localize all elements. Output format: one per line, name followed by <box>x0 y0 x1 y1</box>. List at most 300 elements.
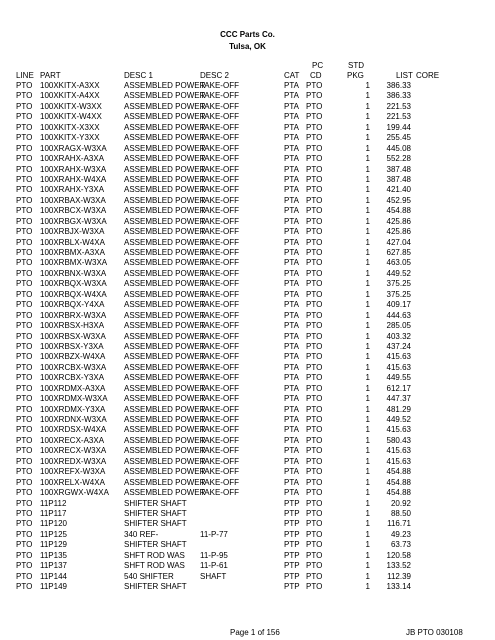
pc-cell: PTO <box>306 154 323 164</box>
line-cell: PTO <box>16 195 33 205</box>
line-cell: PTO <box>16 415 33 424</box>
line-cell: PTO <box>16 571 33 581</box>
part-cell: 100XRAHX-Y3XA <box>40 185 105 195</box>
desc1-cell: ASSEMBLED POWER <box>124 185 206 195</box>
cat-cell: PTP <box>284 561 300 571</box>
desc2-cell: TAKE-OFF <box>200 352 239 362</box>
desc2-cell: TAKE-OFF <box>200 394 239 404</box>
pc-cell: PTO <box>306 550 323 560</box>
list-cell: 425.86 <box>386 216 411 226</box>
part-cell: 100XRBJX-W3XA <box>40 227 105 237</box>
list-cell: 255.45 <box>386 133 411 143</box>
table-row <box>0 227 495 237</box>
cat-cell: PTA <box>284 383 299 393</box>
part-cell: 11P149 <box>40 582 67 591</box>
table-row <box>0 352 495 362</box>
desc1-cell: ASSEMBLED POWER <box>124 477 206 487</box>
cat-cell: PTA <box>284 331 299 341</box>
pc-cell: PTO <box>306 321 323 331</box>
cat-cell: PTA <box>284 394 299 404</box>
line-cell: PTO <box>16 446 33 456</box>
std-cell: 1 <box>365 561 370 571</box>
line-cell: PTO <box>16 373 33 383</box>
part-cell: 100XKITX-W3XX <box>40 101 102 111</box>
cat-cell: PTA <box>284 248 299 257</box>
desc1-cell: ASSEMBLED POWER <box>124 467 206 477</box>
list-cell: 552.28 <box>386 154 411 164</box>
line-cell: PTO <box>16 341 33 351</box>
part-cell: 100XRBSX-W3XA <box>40 331 106 341</box>
pc-cell: PTO <box>306 383 323 393</box>
part-cell: 100XREFX-W3XA <box>40 467 106 477</box>
pc-cell: PTO <box>306 122 323 132</box>
list-cell: 427.04 <box>386 237 411 247</box>
part-cell: 100XRECX-W3XA <box>40 446 107 456</box>
pc-cell: PTO <box>306 81 323 90</box>
pc-cell: PTO <box>306 477 323 487</box>
part-cell: 100XRDMX-A3XA <box>40 383 106 393</box>
pc-cell: PTO <box>306 300 323 310</box>
std-cell: 1 <box>365 362 370 372</box>
line-cell: PTO <box>16 383 33 393</box>
list-cell: 387.48 <box>386 174 411 184</box>
pc-cell: PTO <box>306 561 323 571</box>
table-row <box>0 300 495 310</box>
cat-cell: PTP <box>284 582 300 591</box>
cat-cell: PTA <box>284 216 299 226</box>
desc2-cell: TAKE-OFF <box>200 331 239 341</box>
pc-cell: PTO <box>306 268 323 278</box>
line-cell: PTO <box>16 101 33 111</box>
table-row <box>0 206 495 216</box>
part-cell: 100XKITX-A3XX <box>40 81 100 90</box>
cat-cell: PTA <box>284 477 299 487</box>
desc1-cell: ASSEMBLED POWER <box>124 310 206 320</box>
cat-cell: PTA <box>284 456 299 466</box>
desc1-cell: ASSEMBLED POWER <box>124 352 206 362</box>
table-row <box>0 530 495 540</box>
std-cell: 1 <box>365 91 370 101</box>
desc1-cell: ASSEMBLED POWER <box>124 279 206 289</box>
document-ref: JB PTO 030108 <box>406 628 463 637</box>
line-cell: PTO <box>16 227 33 237</box>
desc1-cell: SHIFTER SHAFT <box>124 498 187 508</box>
table-row <box>0 154 495 164</box>
desc1-cell: 540 SHIFTER <box>124 571 174 581</box>
desc1-cell: ASSEMBLED POWER <box>124 404 206 414</box>
line-cell: PTO <box>16 258 33 268</box>
table-row <box>0 91 495 101</box>
std-cell: 1 <box>365 101 370 111</box>
cat-cell: PTA <box>284 154 299 164</box>
cat-cell: PTP <box>284 498 300 508</box>
desc1-cell: ASSEMBLED POWER <box>124 362 206 372</box>
pc-cell: PTO <box>306 519 323 529</box>
desc1-cell: ASSEMBLED POWER <box>124 300 206 310</box>
std-cell: 1 <box>365 373 370 383</box>
table-row <box>0 165 495 175</box>
pc-cell: PTO <box>306 133 323 143</box>
desc2-cell: TAKE-OFF <box>200 467 239 477</box>
part-cell: 100XRDMX-Y3XA <box>40 404 106 414</box>
list-cell: 415.63 <box>386 362 411 372</box>
table-row <box>0 279 495 289</box>
line-cell: PTO <box>16 133 33 143</box>
std-cell: 1 <box>365 582 370 591</box>
cat-cell: PTA <box>284 206 299 216</box>
part-cell: 100XRBLX-W4XA <box>40 237 105 247</box>
desc2-cell: TAKE-OFF <box>200 488 239 498</box>
part-cell: 100XRAHX-A3XA <box>40 154 105 164</box>
std-cell: 1 <box>365 519 370 529</box>
desc2-cell: TAKE-OFF <box>200 195 239 205</box>
list-cell: 449.55 <box>386 373 411 383</box>
part-cell: 100XRBZX-W4XA <box>40 352 106 362</box>
desc1-cell: ASSEMBLED POWER <box>124 195 206 205</box>
list-cell: 88.50 <box>390 508 411 518</box>
part-cell: 100XRELX-W4XA <box>40 477 105 487</box>
pc-cell: PTO <box>306 508 323 518</box>
part-cell: 100XRBNX-W3XA <box>40 268 107 278</box>
list-cell: 449.52 <box>386 268 411 278</box>
desc1-cell: ASSEMBLED POWER <box>124 394 206 404</box>
line-cell: PTO <box>16 550 33 560</box>
desc2-cell: TAKE-OFF <box>200 289 239 299</box>
pc-cell: PTO <box>306 310 323 320</box>
table-row <box>0 373 495 383</box>
part-cell: 100XRAHX-W3XA <box>40 164 107 174</box>
pc-cell: PTO <box>306 331 323 341</box>
line-cell: PTO <box>16 164 33 174</box>
pc-cell: PTO <box>306 91 323 101</box>
pc-cell: PTO <box>306 352 323 362</box>
std-cell: 1 <box>365 154 370 164</box>
desc2-cell: TAKE-OFF <box>200 101 239 111</box>
line-cell: PTO <box>16 112 33 122</box>
std-cell: 1 <box>365 508 370 518</box>
pc-cell: PTO <box>306 582 323 591</box>
list-cell: 447.37 <box>386 394 411 404</box>
line-cell: PTO <box>16 498 33 508</box>
desc2-cell: TAKE-OFF <box>200 383 239 393</box>
part-cell: 100XRBSX-H3XA <box>40 321 105 331</box>
list-cell: 454.88 <box>386 488 411 498</box>
part-cell: 11P112 <box>40 498 67 508</box>
pc-cell: PTO <box>306 498 323 508</box>
list-cell: 580.43 <box>386 435 411 445</box>
table-row <box>0 384 495 394</box>
desc1-cell: ASSEMBLED POWER <box>124 258 206 268</box>
desc1-cell: ASSEMBLED POWER <box>124 383 206 393</box>
desc2-cell: TAKE-OFF <box>200 206 239 216</box>
line-cell: PTO <box>16 289 33 299</box>
list-cell: 221.53 <box>386 112 411 122</box>
line-cell: PTO <box>16 279 33 289</box>
std-cell: 1 <box>365 258 370 268</box>
table-row <box>0 540 495 550</box>
part-cell: 11P135 <box>40 550 67 560</box>
pc-cell: PTO <box>306 279 323 289</box>
line-cell: PTO <box>16 174 33 184</box>
line-cell: PTO <box>16 519 33 529</box>
pc-cell: PTO <box>306 101 323 111</box>
table-row <box>0 582 495 592</box>
list-cell: 133.52 <box>386 561 411 571</box>
line-cell: PTO <box>16 404 33 414</box>
table-row <box>0 342 495 352</box>
list-cell: 481.29 <box>386 404 411 414</box>
std-cell: 1 <box>365 435 370 445</box>
list-cell: 133.14 <box>386 582 411 591</box>
cat-cell: PTA <box>284 352 299 362</box>
desc1-cell: ASSEMBLED POWER <box>124 143 206 153</box>
part-cell: 100XKITX-Y3XX <box>40 133 100 143</box>
line-cell: PTO <box>16 321 33 331</box>
table-row <box>0 196 495 206</box>
cat-cell: PTA <box>284 185 299 195</box>
desc2-cell: TAKE-OFF <box>200 300 239 310</box>
list-cell: 116.71 <box>387 519 411 529</box>
desc2-cell: TAKE-OFF <box>200 216 239 226</box>
line-cell: PTO <box>16 310 33 320</box>
line-cell: PTO <box>16 154 33 164</box>
table-row <box>0 269 495 279</box>
std-cell: 1 <box>365 404 370 414</box>
pc-cell: PTO <box>306 540 323 550</box>
cat-cell: PTA <box>284 341 299 351</box>
table-row <box>0 415 495 425</box>
line-cell: PTO <box>16 268 33 278</box>
std-cell: 1 <box>365 456 370 466</box>
pc-cell: PTO <box>306 529 323 539</box>
std-cell: 1 <box>365 164 370 174</box>
std-cell: 1 <box>365 446 370 456</box>
std-cell: 1 <box>365 81 370 90</box>
table-row <box>0 551 495 561</box>
std-cell: 1 <box>365 289 370 299</box>
pc-cell: PTO <box>306 404 323 414</box>
cat-cell: PTA <box>284 404 299 414</box>
cat-cell: PTA <box>284 446 299 456</box>
std-cell: 1 <box>365 216 370 226</box>
desc2-cell: TAKE-OFF <box>200 122 239 132</box>
table-row <box>0 102 495 112</box>
desc1-cell: ASSEMBLED POWER <box>124 321 206 331</box>
std-cell: 1 <box>365 268 370 278</box>
std-cell: 1 <box>365 477 370 487</box>
std-cell: 1 <box>365 206 370 216</box>
table-row <box>0 488 495 498</box>
std-cell: 1 <box>365 248 370 257</box>
desc2-cell: TAKE-OFF <box>200 154 239 164</box>
cat-cell: PTA <box>284 91 299 101</box>
table-row <box>0 405 495 415</box>
pc-cell: PTO <box>306 206 323 216</box>
col-part: PART <box>40 71 61 80</box>
cat-cell: PTA <box>284 279 299 289</box>
line-cell: PTO <box>16 488 33 498</box>
pc-cell: PTO <box>306 373 323 383</box>
pc-cell: PTO <box>306 237 323 247</box>
cat-cell: PTA <box>284 289 299 299</box>
table-row <box>0 238 495 248</box>
list-cell: 415.63 <box>386 425 411 435</box>
std-cell: 1 <box>365 529 370 539</box>
col-std-bottom: PKG <box>347 71 364 80</box>
std-cell: 1 <box>365 488 370 498</box>
list-cell: 449.52 <box>386 415 411 424</box>
desc1-cell: ASSEMBLED POWER <box>124 341 206 351</box>
table-row <box>0 258 495 268</box>
std-cell: 1 <box>365 571 370 581</box>
col-line: LINE <box>16 71 34 80</box>
cat-cell: PTA <box>284 133 299 143</box>
col-desc2: DESC 2 <box>200 71 229 80</box>
desc1-cell: ASSEMBLED POWER <box>124 174 206 184</box>
part-cell: 100XRCBX-Y3XA <box>40 373 105 383</box>
pc-cell: PTO <box>306 248 323 257</box>
pc-cell: PTO <box>306 456 323 466</box>
cat-cell: PTA <box>284 268 299 278</box>
list-cell: 20.92 <box>390 498 411 508</box>
cat-cell: PTA <box>284 227 299 237</box>
col-list: LIST <box>396 71 413 80</box>
std-cell: 1 <box>365 174 370 184</box>
line-cell: PTO <box>16 237 33 247</box>
desc2-cell: TAKE-OFF <box>200 477 239 487</box>
std-cell: 1 <box>365 143 370 153</box>
desc2-cell: TAKE-OFF <box>200 373 239 383</box>
desc2-cell: TAKE-OFF <box>200 310 239 320</box>
table-row <box>0 509 495 519</box>
line-cell: PTO <box>16 394 33 404</box>
desc2-cell: TAKE-OFF <box>200 456 239 466</box>
line-cell: PTO <box>16 300 33 310</box>
desc1-cell: ASSEMBLED POWER <box>124 81 206 90</box>
line-cell: PTO <box>16 122 33 132</box>
cat-cell: PTA <box>284 362 299 372</box>
col-cat: CAT <box>284 71 300 80</box>
cat-cell: PTP <box>284 508 300 518</box>
desc2-cell: TAKE-OFF <box>200 164 239 174</box>
desc1-cell: ASSEMBLED POWER <box>124 164 206 174</box>
table-row <box>0 332 495 342</box>
cat-cell: PTA <box>284 415 299 424</box>
parts-table <box>0 81 495 592</box>
list-cell: 120.58 <box>386 550 411 560</box>
part-cell: 100XRBQX-W4XA <box>40 289 107 299</box>
table-row <box>0 425 495 435</box>
list-cell: 452.95 <box>386 195 411 205</box>
list-cell: 415.63 <box>386 446 411 456</box>
list-cell: 454.88 <box>386 467 411 477</box>
line-cell: PTO <box>16 216 33 226</box>
std-cell: 1 <box>365 331 370 341</box>
table-row <box>0 144 495 154</box>
desc2-cell: TAKE-OFF <box>200 446 239 456</box>
list-cell: 415.63 <box>386 456 411 466</box>
desc1-cell: ASSEMBLED POWER <box>124 435 206 445</box>
part-cell: 100XRBMX-A3XA <box>40 248 105 257</box>
line-cell: PTO <box>16 248 33 257</box>
desc1-cell: ASSEMBLED POWER <box>124 425 206 435</box>
pc-cell: PTO <box>306 112 323 122</box>
std-cell: 1 <box>365 498 370 508</box>
pc-cell: PTO <box>306 164 323 174</box>
list-cell: 63.73 <box>390 540 411 550</box>
line-cell: PTO <box>16 456 33 466</box>
cat-cell: PTA <box>284 143 299 153</box>
desc1-cell: ASSEMBLED POWER <box>124 101 206 111</box>
desc2-cell: TAKE-OFF <box>200 435 239 445</box>
desc2-cell: TAKE-OFF <box>200 415 239 424</box>
col-pc-bottom: CD <box>310 71 322 80</box>
line-cell: PTO <box>16 331 33 341</box>
part-cell: 100XRAHX-W4XA <box>40 174 107 184</box>
pc-cell: PTO <box>306 394 323 404</box>
std-cell: 1 <box>365 383 370 393</box>
line-cell: PTO <box>16 362 33 372</box>
desc1-cell: ASSEMBLED POWER <box>124 122 206 132</box>
table-row <box>0 248 495 258</box>
std-cell: 1 <box>365 415 370 424</box>
list-cell: 454.88 <box>386 477 411 487</box>
part-cell: 100XKITX-A4XX <box>40 91 100 101</box>
std-cell: 1 <box>365 279 370 289</box>
part-cell: 100XRBGX-W3XA <box>40 216 107 226</box>
part-cell: 100XRBMX-W3XA <box>40 258 108 268</box>
pc-cell: PTO <box>306 415 323 424</box>
std-cell: 1 <box>365 550 370 560</box>
desc1-cell: ASSEMBLED POWER <box>124 373 206 383</box>
part-cell: 11P125 <box>40 529 67 539</box>
std-cell: 1 <box>365 467 370 477</box>
std-cell: 1 <box>365 425 370 435</box>
desc2-cell: TAKE-OFF <box>200 227 239 237</box>
table-row <box>0 436 495 446</box>
pc-cell: PTO <box>306 446 323 456</box>
desc2-cell: 11-P-61 <box>200 561 228 571</box>
desc1-cell: ASSEMBLED POWER <box>124 446 206 456</box>
pc-cell: PTO <box>306 362 323 372</box>
list-cell: 612.17 <box>386 383 411 393</box>
list-cell: 437.24 <box>386 341 411 351</box>
desc1-cell: ASSEMBLED POWER <box>124 488 206 498</box>
std-cell: 1 <box>365 310 370 320</box>
table-row <box>0 133 495 143</box>
pc-cell: PTO <box>306 216 323 226</box>
pc-cell: PTO <box>306 467 323 477</box>
desc2-cell: TAKE-OFF <box>200 91 239 101</box>
cat-cell: PTA <box>284 425 299 435</box>
line-cell: PTO <box>16 582 33 591</box>
desc1-cell: SHIFTER SHAFT <box>124 519 187 529</box>
company-name: CCC Parts Co. <box>220 30 275 39</box>
desc1-cell: ASSEMBLED POWER <box>124 154 206 164</box>
table-row <box>0 467 495 477</box>
list-cell: 415.63 <box>386 352 411 362</box>
std-cell: 1 <box>365 112 370 122</box>
desc2-cell: TAKE-OFF <box>200 133 239 143</box>
table-row <box>0 112 495 122</box>
std-cell: 1 <box>365 341 370 351</box>
part-cell: 100XRBAX-W3XA <box>40 195 106 205</box>
list-cell: 403.32 <box>386 331 411 341</box>
desc1-cell: 340 REF- <box>124 529 159 539</box>
part-cell: 11P137 <box>40 561 67 571</box>
desc2-cell: TAKE-OFF <box>200 237 239 247</box>
table-row <box>0 290 495 300</box>
